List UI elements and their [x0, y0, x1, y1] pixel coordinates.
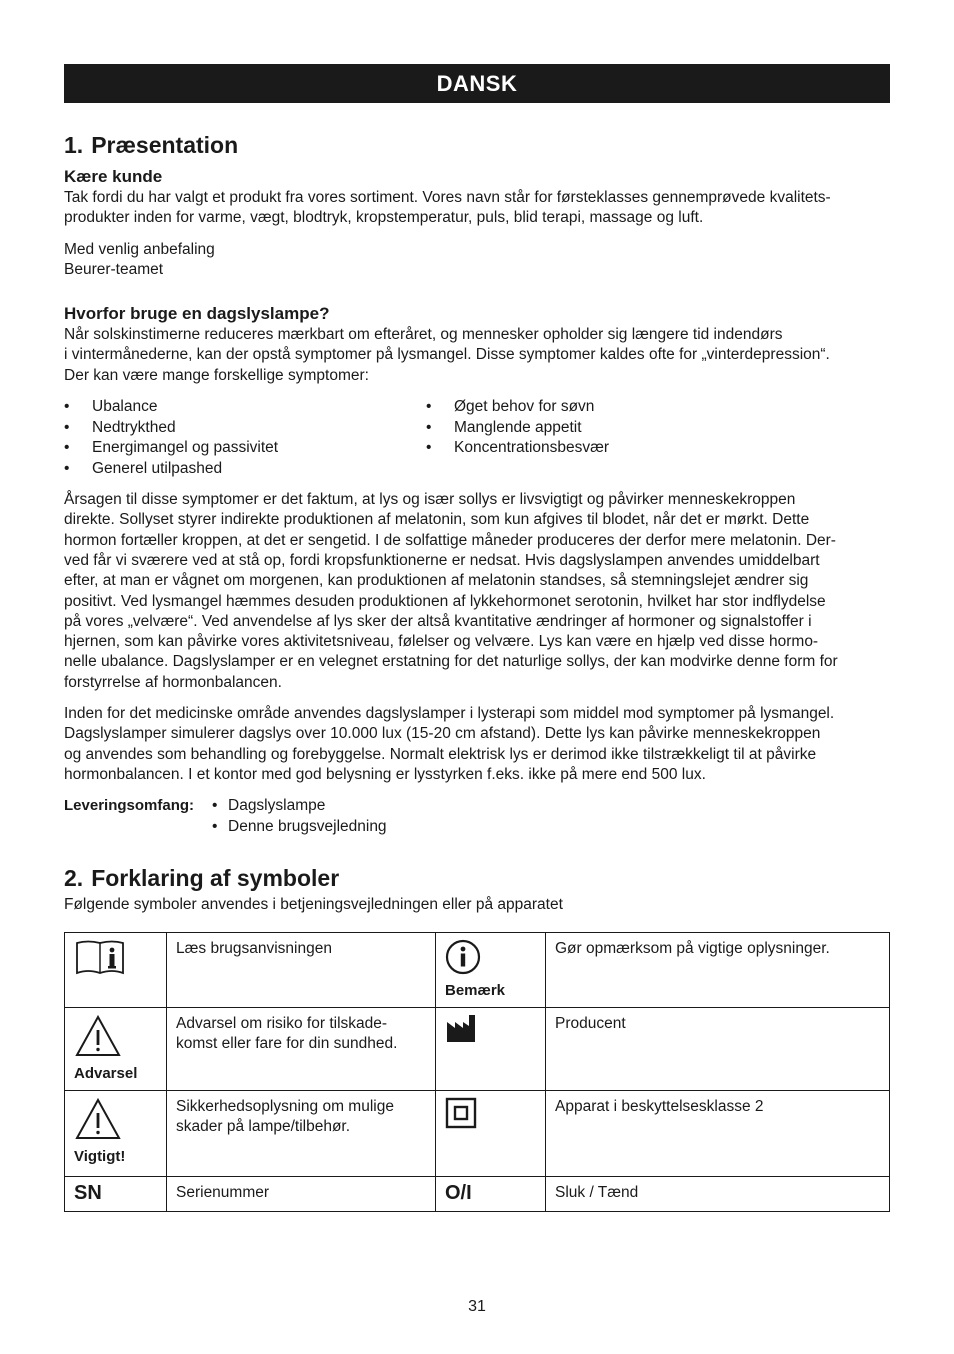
language-header: DANSK: [64, 64, 890, 103]
symbols-table: [64, 932, 890, 1212]
symbol-description: Gør opmærksom på vigtige oplysninger.: [546, 933, 890, 1008]
cause-paragraph: Årsagen til disse symptomer er det faktum, at lys og især sollys er livsvigtigt og påvirker menneskekroppen direkte. Sollyset styrer indirekte produktionen af melatonin, som kun afgives til blodet, når det er mørkt. Dette hormon fortæller kroppen, at det er sengetid. I de solfattige måneder produceres der derfor mere melatonin. Der- ved får vi sværere ved at stå op, fordi kropsfunktionerne er nedsat. Hvis dagslyslampen anvendes umiddelbart efter, at man er vågnet om morgenen, kan produktionen af melatonin standses, så stemningslejet ændrer sig positivt. Ved lysmangel hæmmes desuden produktionen af lykkehormonet serotonin, hvilket har stor indflydelse på vores „velvære“. Ved anvendelse af lys sker der altså kvantitative ændringer af hormoner og signalstoffer i hjernen, som kan påvirke vores aktivitetsniveau, følelser og velvære. Lys kan være en hjælp ved disse hormo- nelle ubalance. Dagslyslamper er en velegnet erstatning for det naturlige sollys, der kan modvirke denne form for forstyrrelse af hormonbalancen.: [64, 491, 838, 691]
table-row: [65, 1008, 890, 1091]
symbol-caption: Vigtigt!: [74, 1148, 126, 1166]
double-square-icon: [445, 1097, 477, 1129]
list-item: • Manglende appetit: [426, 418, 609, 439]
warning-triangle-icon: [74, 1097, 122, 1141]
symbol-description: Læs brugsanvisningen: [167, 933, 436, 1008]
table-row: [65, 933, 890, 1008]
factory-icon: [445, 1014, 477, 1044]
list-item: • Energimangel og passivitet: [64, 438, 426, 459]
symbol-description: Advarsel om risiko for tilskade- komst eller fare for din sundhed.: [167, 1008, 436, 1091]
symbols-intro: Følgende symboler anvendes i betjeningsvejledningen eller på apparatet: [64, 895, 563, 913]
table-row: [65, 1177, 890, 1212]
intro-paragraph: Tak fordi du har valgt et produkt fra vores sortiment. Vores navn står for førsteklasses gennemprøvede kvalitets- produkter inden for varme, vægt, blodtryk, kropstemperatur, puls, blid terapi, massage og luft.: [64, 189, 831, 227]
symbol-description: Serienummer: [167, 1177, 436, 1212]
symbol-caption: Advarsel: [74, 1065, 138, 1083]
why-heading: Hvorfor bruge en dagslyslampe?: [64, 304, 330, 324]
medical-paragraph: Inden for det medicinske område anvendes dagslyslamper i lysterapi som middel mod symptomer på lysmangel. Dagslyslamper simulerer dagslys over 10.000 lux (15-20 cm afstand). Dette lys kan påvirke menneskekroppen og anvendes som behandling og forebyggelse. Normalt elektrisk lys er derimod ikke tilstrækkeligt til at påvirke hormonbalancen. I et kontor med god belysning er lysstyrken f.eks. ikke på mere end 500 lux.: [64, 705, 835, 783]
list-item: • Dagslyslampe: [212, 796, 387, 816]
info-circle-icon: [445, 939, 481, 975]
section1-heading: 1. Præsentation: [64, 132, 239, 158]
list-item: • Nedtrykthed: [64, 418, 426, 439]
serial-number-symbol: SN: [74, 1182, 102, 1205]
manual-page: [64, 64, 890, 1212]
section2-heading: 2. Forklaring af symboler: [64, 864, 340, 891]
greeting: Med venlig anbefaling Beurer-teamet: [64, 240, 215, 278]
list-item: • Generel utilpashed: [64, 459, 426, 480]
manual-info-icon: [74, 939, 126, 977]
symbol-description: Producent: [546, 1008, 890, 1091]
list-item: • Øget behov for søvn: [426, 397, 609, 418]
page-number: 31: [468, 1298, 486, 1315]
table-row: [65, 1091, 890, 1177]
dear-customer-heading: Kære kunde: [64, 167, 163, 186]
power-symbol: O/I: [445, 1182, 472, 1205]
scope-label: Leveringsomfang:: [64, 797, 195, 815]
warning-triangle-icon: [74, 1014, 122, 1058]
symbol-description: Sikkerhedsoplysning om mulige skader på lampe/tilbehør.: [167, 1091, 436, 1177]
symbol-caption: Bemærk: [445, 982, 506, 1000]
list-item: • Koncentrationsbesvær: [426, 438, 609, 459]
symbol-description: Apparat i beskyttelsesklasse 2: [546, 1091, 890, 1177]
delivery-scope: [64, 796, 890, 837]
symbol-description: Sluk / Tænd: [546, 1177, 890, 1212]
why-paragraph: Når solskinstimerne reduceres mærkbart om efteråret, og mennesker opholder sig længere tid indendørs i vintermånederne, kan der opstå symptomer på lysmangel. Disse symptomer kaldes ofte for „vinterdepression“. Der kan være mange forskellige symptomer:: [64, 326, 830, 384]
symptom-list: [64, 397, 890, 479]
list-item: • Ubalance: [64, 397, 426, 418]
list-item: • Denne brugsvejledning: [212, 817, 387, 837]
